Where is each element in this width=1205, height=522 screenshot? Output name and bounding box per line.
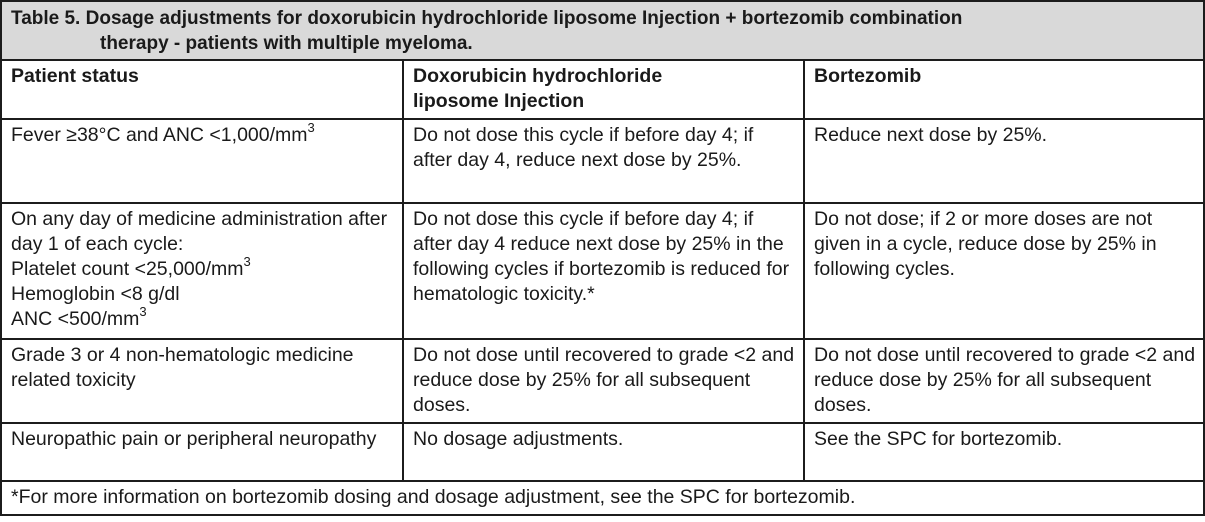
- header-doxorubicin-line-1: Doxorubicin hydrochloride: [413, 65, 663, 87]
- platelet-text: Platelet count <25,000/mm: [11, 258, 244, 280]
- header-doxorubicin-line-2: liposome Injection: [413, 90, 585, 112]
- hemoglobin-text: Hemoglobin <8 g/dl: [11, 283, 180, 305]
- cell-patient-status: Grade 3 or 4 non-hematologic medicine related toxicity: [1, 339, 403, 423]
- table-footnote: *For more information on bortezomib dosing and dosage adjustment, see the SPC for bortezomib.: [1, 481, 1204, 515]
- table-title: [1, 1, 1204, 60]
- header-doxorubicin: [403, 60, 804, 119]
- table-footnote-row: [1, 481, 1204, 515]
- anc-text: ANC <500/mm: [11, 308, 140, 330]
- cell-bortezomib: Do not dose until recovered to grade <2 and reduce dose by 25% for all subsequent doses.: [804, 339, 1204, 423]
- header-patient-status: [1, 60, 403, 119]
- table-row: [1, 119, 1204, 203]
- table-row: [1, 203, 1204, 339]
- table-title-line-2: therapy - patients with multiple myeloma.: [100, 33, 473, 54]
- cell-doxorubicin: Do not dose this cycle if before day 4; if after day 4 reduce next dose by 25% in the following cycles if bortezomib is reduced for hematologic toxicity.*: [403, 203, 804, 339]
- superscript: 3: [243, 253, 251, 269]
- cell-doxorubicin: Do not dose until recovered to grade <2 and reduce dose by 25% for all subsequent doses.: [403, 339, 804, 423]
- anc-line: [11, 303, 396, 332]
- table-header-row: [1, 60, 1204, 119]
- superscript: 3: [307, 119, 315, 135]
- table-row: [1, 339, 1204, 423]
- header-bortezomib: [804, 60, 1204, 119]
- fever-status-text: Fever ≥38°C and ANC <1,000/mm: [11, 124, 308, 146]
- superscript: 3: [139, 303, 147, 319]
- cell-patient-status: [1, 119, 403, 203]
- header-bortezomib-label: Bortezomib: [814, 65, 922, 87]
- cell-doxorubicin: Do not dose this cycle if before day 4; if after day 4, reduce next dose by 25%.: [403, 119, 804, 203]
- cell-bortezomib: See the SPC for bortezomib.: [804, 423, 1204, 481]
- table-title-line-1: Table 5. Dosage adjustments for doxorubicin hydrochloride liposome Injection + bortezomib combination: [11, 8, 963, 29]
- administration-status-text: On any day of medicine administration after day 1 of each cycle:: [11, 208, 388, 255]
- cell-doxorubicin: No dosage adjustments.: [403, 423, 804, 481]
- cell-patient-status: Neuropathic pain or peripheral neuropathy: [1, 423, 403, 481]
- platelet-line: [11, 253, 396, 282]
- header-patient-status-label: Patient status: [11, 65, 139, 87]
- cell-patient-status: [1, 203, 403, 339]
- cell-bortezomib: Reduce next dose by 25%.: [804, 119, 1204, 203]
- table-row: [1, 423, 1204, 481]
- table-title-row: [1, 1, 1204, 60]
- cell-bortezomib: Do not dose; if 2 or more doses are not given in a cycle, reduce dose by 25% in following cycles.: [804, 203, 1204, 339]
